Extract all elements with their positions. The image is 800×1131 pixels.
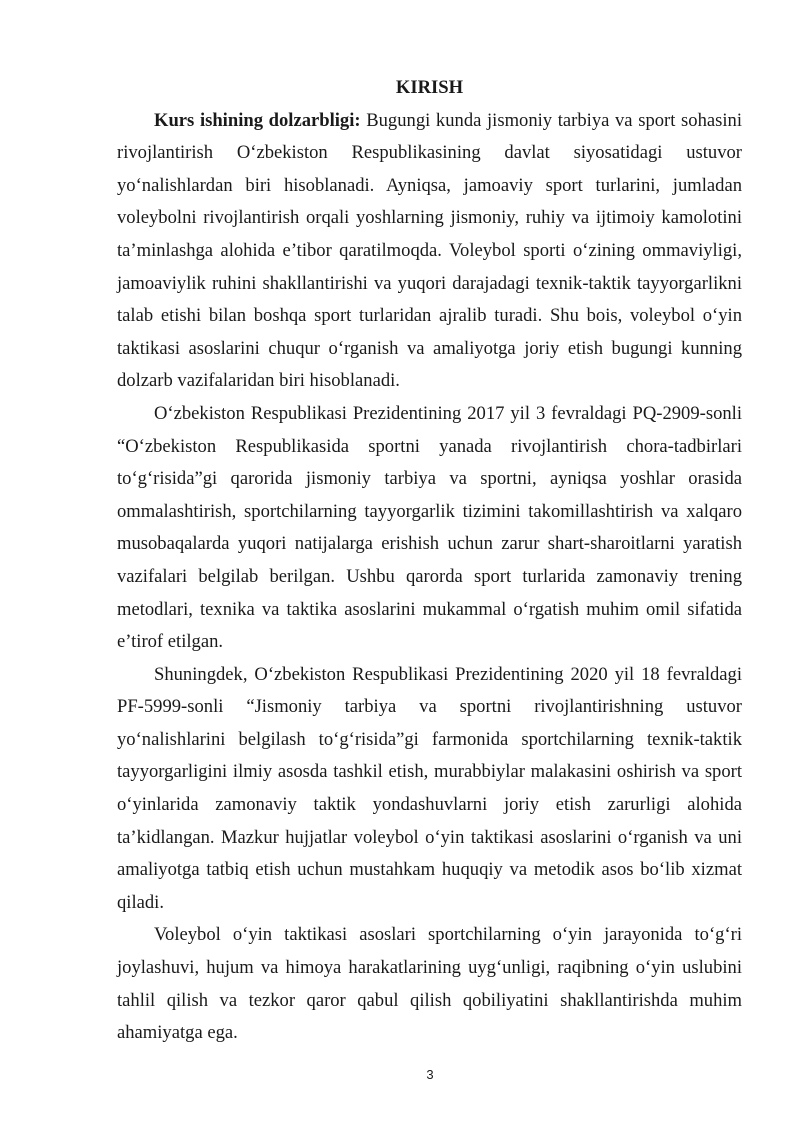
document-page (117, 72, 742, 1050)
paragraph-tactics (117, 919, 742, 1049)
paragraph-text: O‘zbekiston Respublikasi Prezidentining 2017 yil 3 fevraldagi PQ-2909-sonli “O‘zbekiston Respublikasida sportni yanada rivojlantirish chora-tadbirlari to‘g‘risida”gi qarorida jismoniy tarbiya va sportni, ayniqsa yoshlar orasida ommalashtirish, sportchilarning tayyorgarlik tizimini takomillashtirish va xalqaro musobaqalarda yuqori natijalarga erishish uchun zarur shart-sharoitlarni yaratish vazifalari belgilab berilgan. Ushbu qarorda sport turlarida zamonaviy trening metodlari, texnika va taktika asoslarini mukammal o‘rgatish muhim omil sifatida e’tirof etilgan. (117, 402, 742, 653)
paragraph-relevance (117, 105, 742, 398)
paragraph-decree-2017 (117, 398, 742, 659)
paragraph-text: Voleybol o‘yin taktikasi asoslari sportchilarning o‘yin jarayonida to‘g‘ri joylashuvi, hujum va himoya harakatlarining uyg‘unligi, raqibning o‘yin uslubini tahlil qilish va tezkor qaror qabul qilish qobiliyatini shakllantirishda muhim ahamiyatga ega. (117, 924, 742, 1044)
paragraph-lead: Kurs ishining dolzarbligi: (154, 109, 361, 131)
paragraph-text: Shuningdek, O‘zbekiston Respublikasi Prezidentining 2020 yil 18 fevraldagi PF-5999-sonli “Jismoniy tarbiya va sportni rivojlantirishning ustuvor yo‘nalishlarini belgilash to‘g‘risida”gi farmonida sportchilarning texnik-taktik tayyorgarligini ilmiy asosda tashkil etish, murabbiylar malakasini oshirish va sport o‘yinlarida zamonaviy taktik yondashuvlarni joriy etish zarurligi alohida ta’kidlangan. Mazkur hujjatlar voleybol o‘yin taktikasi asoslarini o‘rganish va uni amaliyotga tatbiq etish uchun mustahkam huquqiy va metodik asos bo‘lib xizmat qiladi. (117, 663, 742, 913)
paragraph-decree-2020 (117, 659, 742, 920)
section-heading: KIRISH (395, 77, 464, 98)
page-number: 3 (426, 1067, 434, 1082)
paragraph-text: Bugungi kunda jismoniy tarbiya va sport sohasini rivojlantirish O‘zbekiston Respublikasining davlat siyosatidagi ustuvor yo‘nalishlardan biri hisoblanadi. Ayniqsa, jamoaviy sport turlarini, jumladan voleybolni rivojlantirish orqali yoshlarning jismoniy, ruhiy va ijtimoiy kamolotini ta’minlashga alohida e’tibor qaratilmoqda. Voleybol sporti o‘zining ommaviyligi, jamoaviylik ruhini shakllantirishi va yuqori darajadagi texnik-taktik tayyorgarlikni talab etishi bilan boshqa sport turlaridan ajralib turadi. Shu bois, voleybol o‘yin taktikasi asoslarini chuqur o‘rganish va amaliyotga joriy etish bugungi kunning dolzarb vazifalaridan biri hisoblanadi. (117, 109, 742, 392)
